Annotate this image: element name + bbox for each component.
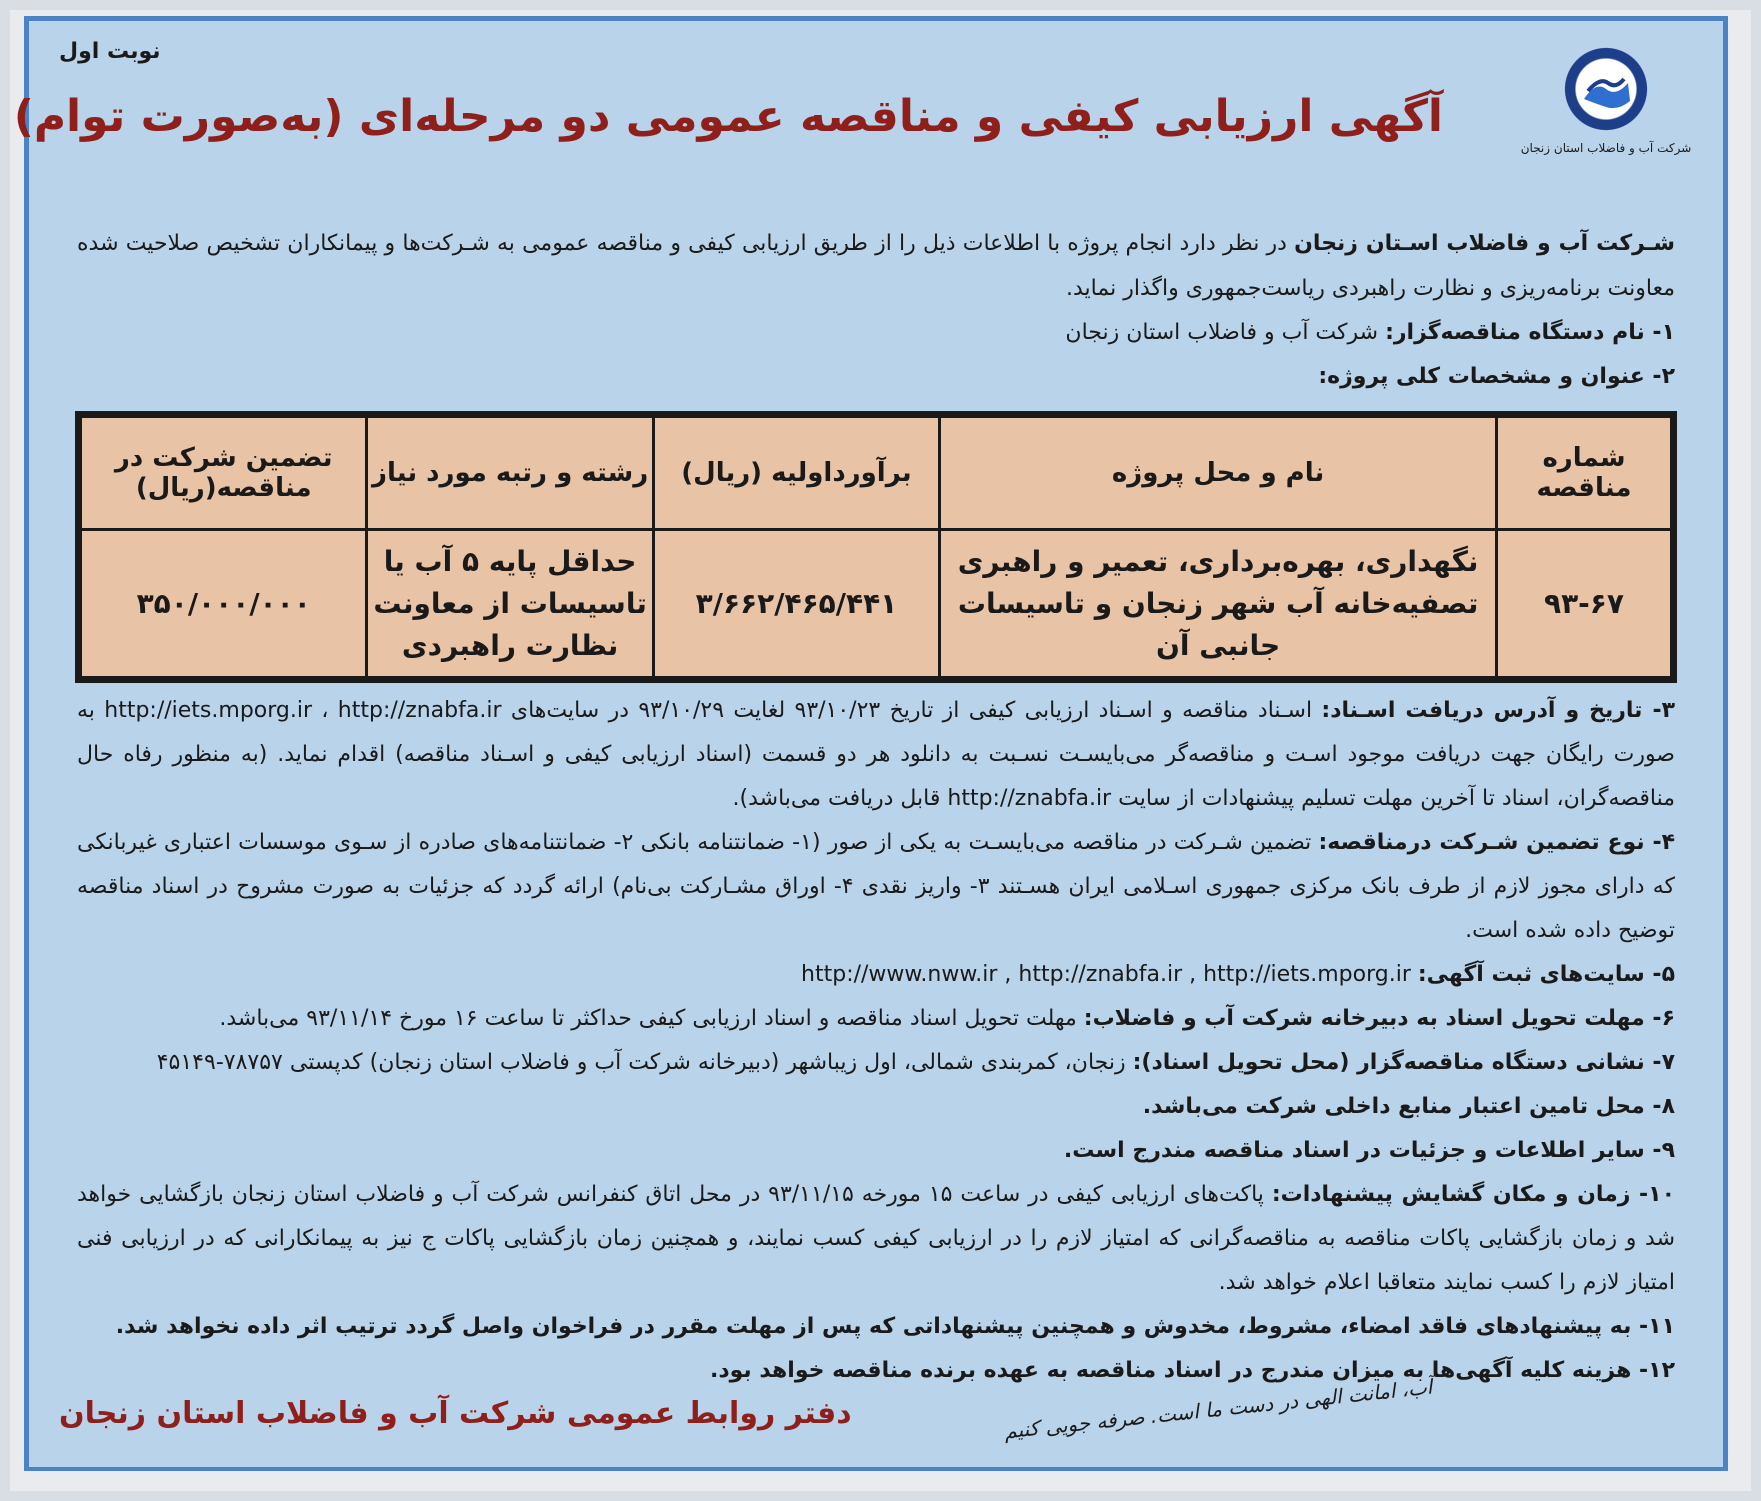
turn-label: نوبت اول xyxy=(59,39,161,64)
item-9: ۹- سایر اطلاعات و جزئیات در اسناد مناقصه مندرج است. xyxy=(1063,1138,1675,1163)
item-2-label: ۲- عنوان و مشخصات کلی پروژه: xyxy=(1318,364,1675,389)
announcement-title: آگهی ارزیابی کیفی و مناقصه عمومی دو مرحله‌ای (به‌صورت توام) xyxy=(13,91,1443,142)
item-10-label: ۱۰- زمان و مکان گشایش پیشنهادات: xyxy=(1271,1182,1676,1207)
intro-section xyxy=(77,221,1675,399)
col-header-tender-number: شماره مناقصه xyxy=(1497,417,1672,530)
company-logo xyxy=(1511,41,1701,155)
item-3-label: ۳- تاریخ و آدرس دریافت اسـناد: xyxy=(1321,698,1676,723)
item-8: ۸- محل تامین اعتبار منابع داخلی شرکت می‌باشد. xyxy=(1142,1094,1675,1119)
page-bottom-strip xyxy=(10,1471,1751,1491)
public-relations-office: دفتر روابط عمومی شرکت آب و فاضلاب استان زنجان xyxy=(59,1396,852,1431)
col-header-estimate: برآورداولیه (ریال) xyxy=(653,417,939,530)
item-7-label: ۷- نشانی دستگاه مناقصه‌گزار (محل تحویل اسناد): xyxy=(1132,1050,1675,1075)
item-3-text: اسـناد مناقصه و اسـناد ارزیابی کیفی از تاریخ ۹۳/۱۰/۲۳ لغایت ۹۳/۱۰/۲۹ در سایت‌های http://iets.mporg.ir ، http://znabfa.ir به صورت رایگان جهت دریافت موجود اسـت و مناقصه‌گر می‌بایسـت نسـبت به دانلود هر دو قسمت (اسناد ارزیابی کیفی و اسـناد مناقصه) اقدام نماید. (به منظور رفاه حال مناقصه‌گران، اسناد تا آخرین مهلت تسلیم پیشنهادات از سایت http://znabfa.ir قابل دریافت می‌باشد). xyxy=(77,698,1675,811)
cell-project-name: نگهداری، بهره‌برداری، تعمیر و راهبری تصفیه‌خانه آب شهر زنجان و تاسیسات جانبی آن xyxy=(940,530,1497,678)
cell-tender-number: ۹۳-۶۷ xyxy=(1497,530,1672,678)
col-header-guarantee: تضمین شرکت در مناقصه(ریال) xyxy=(81,417,367,530)
item-1-label: ۱- نام دستگاه مناقصه‌گزار: xyxy=(1385,320,1675,345)
handwritten-signature: آب، امانت الهی در دست ما است. صرفه جویی کنیم xyxy=(1002,1374,1434,1444)
item-1-text: شرکت آب و فاضلاب استان زنجان xyxy=(1065,320,1386,345)
item-5-label: ۵- سایت‌های ثبت آگهی: xyxy=(1417,962,1675,987)
col-header-project-name: نام و محل پروژه xyxy=(940,417,1497,530)
cell-estimate: ۳/۶۶۲/۴۶۵/۴۴۱ xyxy=(653,530,939,678)
item-7-text: زنجان، کمربندی شمالی، اول زیباشهر (دبیرخانه شرکت آب و فاضلاب استان زنجان) کدپستی ۷۸۷۵۷-۴۵۱۴۹ xyxy=(156,1050,1133,1075)
item-6-label: ۶- مهلت تحویل اسناد به دبیرخانه شرکت آب و فاضلاب: xyxy=(1083,1006,1675,1031)
table-row xyxy=(81,530,1672,678)
page xyxy=(10,10,1751,1491)
cell-qualification: حداقل پایه ۵ آب یا تاسیسات از معاونت نظارت راهبردی xyxy=(367,530,653,678)
item-6-text: مهلت تحویل اسناد مناقصه و اسناد ارزیابی کیفی حداکثر تا ساعت ۱۶ مورخ ۹۳/۱۱/۱۴ می‌باشد. xyxy=(219,1006,1084,1031)
logo-caption: شرکت آب و فاضلاب استان زنجان xyxy=(1520,141,1692,155)
project-table xyxy=(75,411,1677,683)
conditions-list xyxy=(77,689,1675,1393)
col-header-qualification: رشته و رتبه مورد نیاز xyxy=(367,417,653,530)
item-10-text: پاکت‌های ارزیابی کیفی در ساعت ۱۵ مورخه ۹۳/۱۱/۱۵ در محل اتاق کنفرانس شرکت آب و فاضلاب استان زنجان بازگشایی خواهد شد و زمان بازگشایی پاکات مناقصه به مناقصه‌گرانی که امتیاز لازم را در ارزیابی کیفی کسب نمایند، و همچنین زمان بازگشایی پاکات ج نیز به پیمانکارانی که در ارزیابی فنی امتیاز لازم را کسب نمایند متعاقبا اعلام خواهد شد. xyxy=(77,1182,1675,1295)
item-4-label: ۴- نوع تضمین شـرکت درمناقصه: xyxy=(1318,830,1676,855)
water-drop-logo-icon xyxy=(1558,41,1654,137)
announcement-frame xyxy=(13,16,1728,1472)
intro-lead: شـرکت آب و فاضلاب اسـتان زنجان xyxy=(1294,231,1676,256)
cell-guarantee: ۳۵۰/۰۰۰/۰۰۰ xyxy=(81,530,367,678)
intro-text: در نظر دارد انجام پروژه با اطلاعات ذیل را از طریق ارزیابی کیفی و مناقصه عمومی به شـرکت‌ها و پیمانکاران تشخیص صلاحیت شده معاونت برنامه‌ریزی و نظارت راهبردی ریاست‌جمهوری واگذار نماید. xyxy=(77,231,1675,301)
item-4-text: تضمین شـرکت در مناقصه می‌بایسـت به یکی از صور (۱- ضمانتنامه بانکی ۲- ضمانتنامه‌های صادره از سـوی موسسات اعتباری غیربانکی که دارای مجوز لازم از طرف بانک مرکزی جمهوری اسـلامی ایران هسـتند ۳- واریز نقدی ۴- اوراق مشـارکت بی‌نام) ارائه گردد که جزئیات به صورت مشروح در اسناد مناقصه توضیح داده شده است. xyxy=(77,830,1676,943)
item-5-sites: http://www.nww.ir , http://znabfa.ir , http://iets.mporg.ir xyxy=(801,962,1411,987)
item-12: ۱۲- هزینه کلیه آگهی‌ها به میزان مندرج در اسناد مناقصه به عهده برنده مناقصه خواهد بود. xyxy=(709,1358,1675,1383)
item-11: ۱۱- به پیشنهادهای فاقد امضاء، مشروط، مخدوش و همچنین پیشنهاداتی که پس از مهلت مقرر در فراخوان واصل گردد ترتیب اثر داده نخواهد شد. xyxy=(115,1314,1675,1339)
table-header-row xyxy=(81,417,1672,530)
